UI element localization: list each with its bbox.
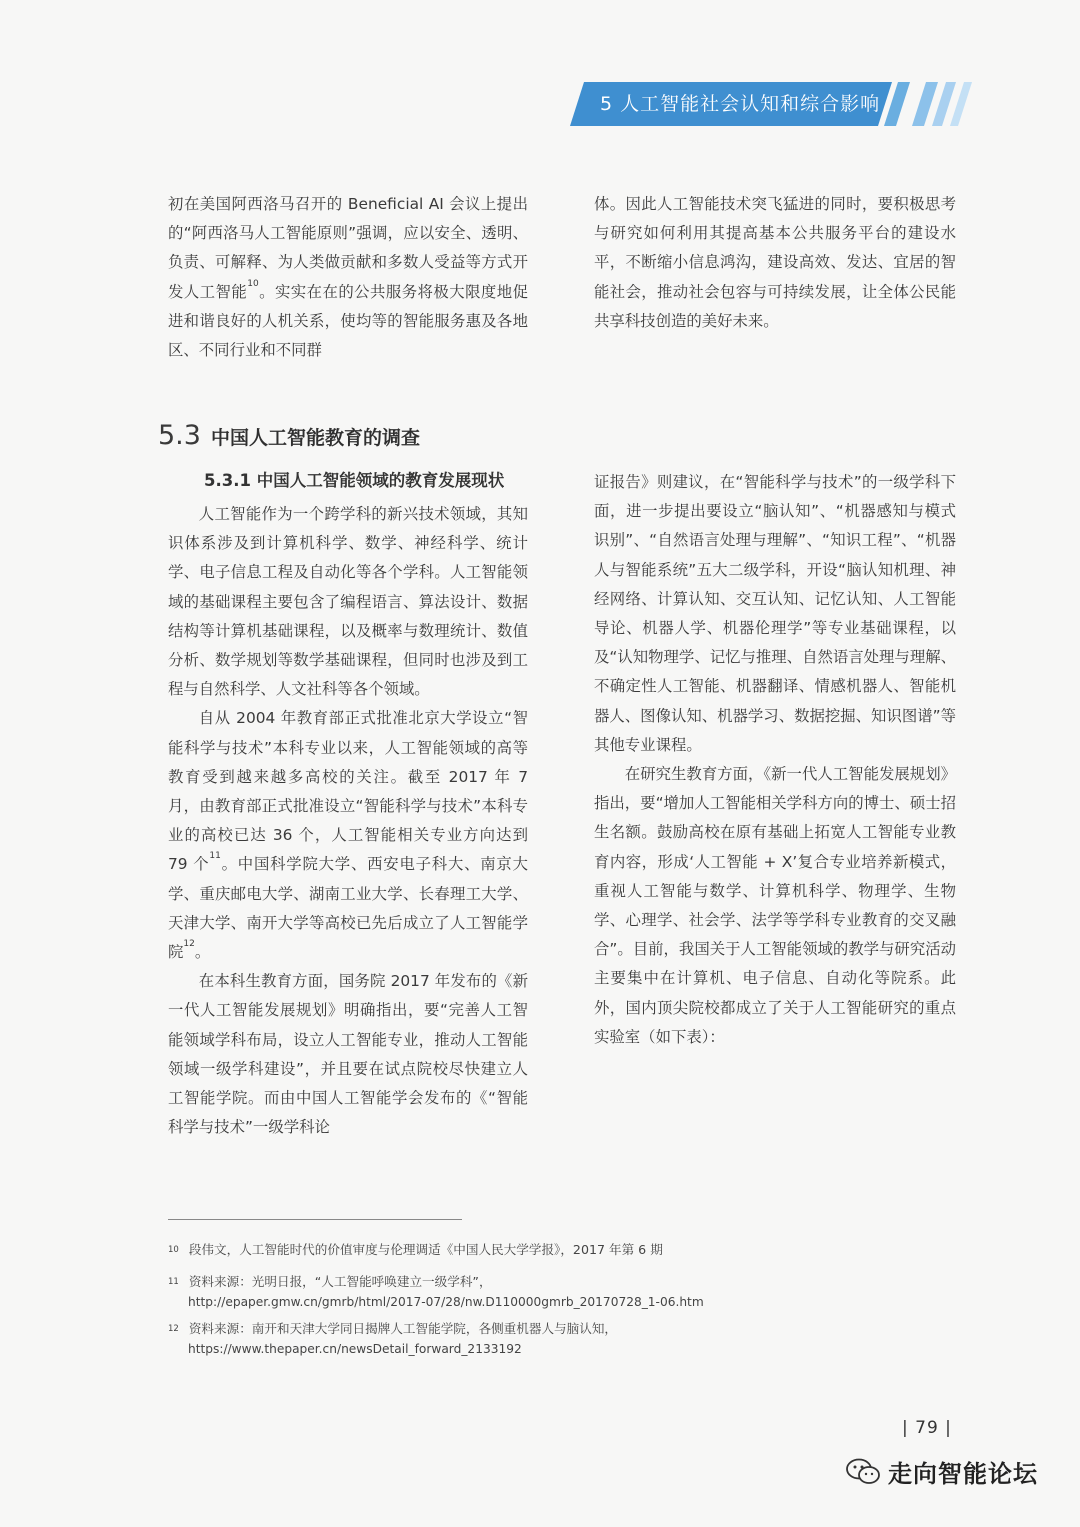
footnote-ref-11[interactable]: 11 xyxy=(209,851,221,862)
chapter-title: 5 人工智能社会认知和综合影响 xyxy=(600,93,881,115)
top-left-paragraph xyxy=(168,190,528,365)
footnote-text: 资料来源：光明日报，“人工智能呼唤建立一级学科”， xyxy=(188,1274,492,1289)
watermark-text: 走向智能论坛 xyxy=(888,1460,1038,1488)
footnote-divider xyxy=(168,1219,462,1220)
body-right-paragraph-1: 证报告》则建议，在“智能科学与技术”的一级学科下面，进一步提出要设立“脑认知”、“机器感知与模式识别”、“自然语言处理与理解”、“知识工程”、“机器人与智能系统”五大二级学科，开设“脑认知机理、神经网络、计算认知、交互认知、记忆认知、人工智能导论、机器人学、机器伦理学”等专业基础课程，以及“认知物理学、记忆与推理、自然语言处理与理解、不确定性人工智能、机器翻译、情感机器人、智能机器人、图像认知、机器学习、数据挖掘、知识图谱”等其他专业课程。 xyxy=(594,473,956,754)
footnote-link[interactable]: https://www.thepaper.cn/newsDetail_forward_2133192 xyxy=(188,1342,522,1356)
top-left-text: 初在美国阿西洛马召开的 Beneficial AI 会议上提出的“阿西洛马人工智能原则”强调，应以安全、透明、负责、可解释、为人类做贡献和多数人受益等方式开发人工智能 xyxy=(168,195,528,301)
footnote-number: 10 xyxy=(168,1245,179,1255)
section-heading xyxy=(158,420,420,456)
footnote-ref-12[interactable]: 12 xyxy=(183,939,195,950)
p2-text-c: 。 xyxy=(194,943,211,962)
section-title: 中国人工智能教育的调查 xyxy=(210,427,420,449)
footnote-text: 段伟文，人工智能时代的价值审度与伦理调适《中国人民大学学报》，2017 年第 6 期 xyxy=(188,1242,663,1257)
footnote-number: 12 xyxy=(168,1324,179,1334)
top-left-text-cont: 。实实在在的公共服务将极大限度地促进和谐良好的人机关系，使均等的智能服务惠及各地区、不同行业和不同群 xyxy=(168,282,528,360)
body-right-paragraph-2: 在研究生教育方面，《新一代人工智能发展规划》指出，要“增加人工智能相关学科方向的博士、硕士招生名额。鼓励高校在原有基础上拓宽人工智能专业教育内容，形成‘人工智能 + X’复合专业培养新模式，重视人工智能与数学、计算机科学、物理学、生物学、心理学、社会学、法学等学科专业教育的交叉融合”。目前，我国关于人工智能领域的教学与研究活动主要集中在计算机、电子信息、自动化等院系。此外，国内顶尖院校都成立了关于人工智能研究的重点实验室（如下表）： xyxy=(594,765,956,1046)
p2-text-a: 自从 2004 年教育部正式批准北京大学设立“智能科学与技术”本科专业以来，人工智能领域的高等教育受到越来越多高校的关注。截至 2017 年 7 月，由教育部正式批准设立“智能科学与技术”本科专业的高校已达 36 个，人工智能相关专业方向达到 79 个 xyxy=(168,709,528,874)
footnote-text: 资料来源：南开和天津大学同日揭牌人工智能学院，各侧重机器人与脑认知， xyxy=(188,1321,618,1336)
top-right-text: 体。因此人工智能技术突飞猛进的同时，要积极思考与研究如何利用其提高基本公共服务平台的建设水平，不断缩小信息鸿沟，建设高效、发达、宜居的智能社会，推动社会包容与可持续发展，让全体公民能共享科技创造的美好未来。 xyxy=(594,195,956,330)
footnote-link[interactable]: http://epaper.gmw.cn/gmrb/html/2017-07/28/nw.D110000gmrb_20170728_1-06.htm xyxy=(188,1295,704,1309)
footnote-11 xyxy=(168,1272,704,1312)
body-left-paragraph-2 xyxy=(168,704,528,967)
p2-text-b: 。中国科学院大学、西安电子科大、南京大学、重庆邮电大学、湖南工业大学、长春理工大学、天津大学、南开大学等高校已先后成立了人工智能学院 xyxy=(168,855,528,962)
section-number: 5.3 xyxy=(158,420,201,451)
footnote-number: 11 xyxy=(168,1277,179,1287)
top-right-paragraph xyxy=(594,190,956,336)
body-right-column xyxy=(594,468,956,1052)
body-left-paragraph-1: 人工智能作为一个跨学科的新兴技术领域，其知识体系涉及到计算机科学、数学、神经科学、统计学、电子信息工程及自动化等各个学科。人工智能领域的基础课程主要包含了编程语言、算法设计、数据结构等计算机基础课程，以及概率与数理统计、数值分析、数学规划等数学基础课程，但同时也涉及到工程与自然科学、人文社科等各个领域。 xyxy=(168,505,528,699)
header-decoration-stripes xyxy=(912,82,972,126)
footnote-10 xyxy=(168,1240,663,1260)
body-left-column xyxy=(168,500,528,1142)
body-left-paragraph-3: 在本科生教育方面，国务院 2017 年发布的《新一代人工智能发展规划》明确指出，要“完善人工智能领域学科布局，设立人工智能专业，推动人工智能领域一级学科建设”，并且要在试点院校尽快建立人工智能学院。而由中国人工智能学会发布的《“智能科学与技术”一级学科论 xyxy=(168,972,528,1137)
footnote-12 xyxy=(168,1319,617,1359)
subsection-title: 5.3.1 中国人工智能领域的教育发展现状 xyxy=(204,471,505,490)
watermark xyxy=(846,1454,1038,1489)
wechat-icon xyxy=(846,1458,880,1486)
footnote-ref-10[interactable]: 10 xyxy=(247,278,259,289)
page-number: | 79 | xyxy=(902,1418,952,1438)
